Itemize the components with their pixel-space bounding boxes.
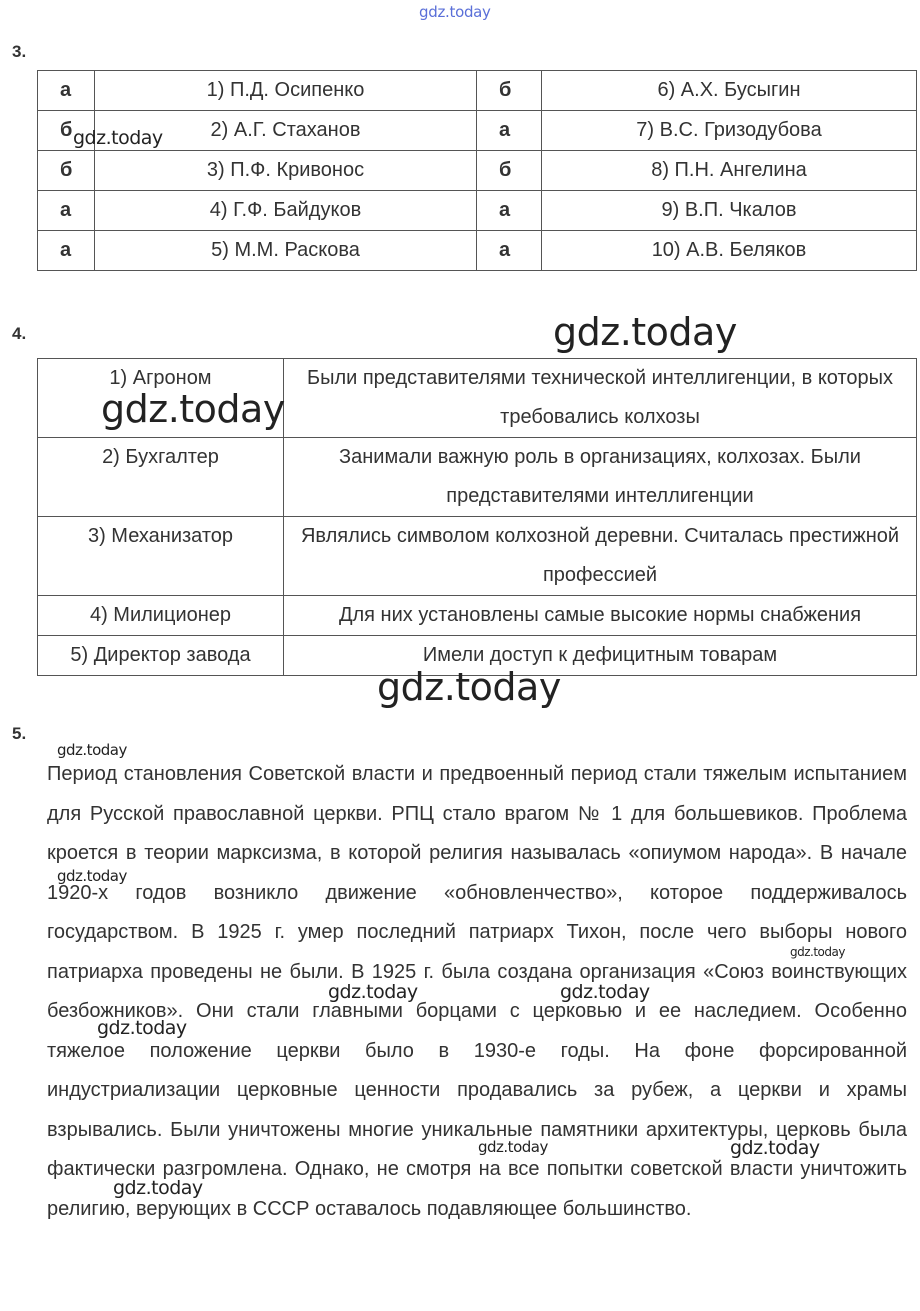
- table-row: [38, 636, 917, 676]
- answer-letter: а: [477, 111, 542, 151]
- watermark: gdz.today: [113, 1177, 203, 1199]
- watermark: gdz.today: [553, 310, 737, 354]
- task-5-paragraph: Период становления Советской власти и предвоенный период стали тяжелым испытанием для Русской православной церкви. РПЦ стало врагом № 1 для большевиков. Проблема кроется в теории марксизма, в которой религия называлась «опиумом народа». В начале 1920-х годов возникло движение «обновленчество», которое поддерживалось государством. В 1925 г. умер последний патриарх Тихон, после чего выборы нового патриарха проведены не были. В 1925 г. была создана организация «Союз воинствующих безбожников». Они стали главными борцами с церковью и ее наследием. Особенно тяжелое положение церкви было в 1930-е годы. На фоне форсированной индустриализации церковные ценности продавались за рубеж, а церкви и храмы взрывались. Были уничтожены многие уникальные памятники архитектуры, церковь была фактически разгромлена. Однако, не смотря на все попытки советской власти уничтожить религию, верующих в СССР оставалось подавляющее большинство.: [47, 763, 907, 1220]
- answer-letter: б: [38, 151, 95, 191]
- answer-letter: а: [477, 231, 542, 271]
- person-name: 8) П.Н. Ангелина: [542, 151, 917, 191]
- table-row: [38, 231, 917, 271]
- watermark: gdz.today: [560, 981, 650, 1003]
- table-row: [38, 151, 917, 191]
- answer-letter: а: [477, 191, 542, 231]
- watermark: gdz.today: [57, 741, 127, 759]
- description-cell: Занимали важную роль в организациях, колхозах. Были представителями интеллигенции: [284, 438, 917, 517]
- person-name: 10) А.В. Беляков: [542, 231, 917, 271]
- watermark: gdz.today: [328, 981, 418, 1003]
- task-5-number: 5.: [12, 724, 27, 743]
- person-name: 3) П.Ф. Кривонос: [95, 151, 477, 191]
- task-3-table: [37, 70, 917, 271]
- table-row: [38, 111, 917, 151]
- watermark: gdz.today: [790, 945, 845, 959]
- description-cell: Были представителями технической интеллигенции, в которых требовались колхозы: [284, 359, 917, 438]
- watermark: gdz.today: [478, 1138, 548, 1156]
- watermark: gdz.today: [377, 665, 561, 709]
- person-name: 2) А.Г. Стаханов: [95, 111, 477, 151]
- person-name: 6) А.Х. Бусыгин: [542, 71, 917, 111]
- answer-letter: а: [38, 71, 95, 111]
- answer-letter: а: [38, 231, 95, 271]
- table-row: [38, 438, 917, 517]
- description-cell: Имели доступ к дефицитным товарам: [284, 636, 917, 676]
- task-4-table: [37, 358, 917, 676]
- watermark: gdz.today: [101, 387, 285, 431]
- description-cell: Являлись символом колхозной деревни. Считалась престижной профессией: [284, 517, 917, 596]
- answer-letter: а: [38, 191, 95, 231]
- site-watermark-top: gdz.today: [419, 3, 491, 21]
- watermark: gdz.today: [73, 127, 163, 149]
- profession-cell: 2) Бухгалтер: [38, 438, 284, 517]
- person-name: 5) М.М. Раскова: [95, 231, 477, 271]
- person-name: 1) П.Д. Осипенко: [95, 71, 477, 111]
- profession-cell: 1) Агроном: [38, 359, 284, 438]
- task-3-number: 3.: [12, 42, 27, 61]
- table-row: [38, 359, 917, 438]
- table-row: [38, 596, 917, 636]
- task-4-number: 4.: [12, 324, 27, 343]
- description-cell: Для них установлены самые высокие нормы снабжения: [284, 596, 917, 636]
- table-row: [38, 517, 917, 596]
- profession-cell: 3) Механизатор: [38, 517, 284, 596]
- person-name: 7) В.С. Гризодубова: [542, 111, 917, 151]
- person-name: 9) В.П. Чкалов: [542, 191, 917, 231]
- table-row: [38, 71, 917, 111]
- profession-cell: 4) Милиционер: [38, 596, 284, 636]
- answer-letter: б: [477, 71, 542, 111]
- watermark: gdz.today: [97, 1017, 187, 1039]
- table-row: [38, 191, 917, 231]
- watermark: gdz.today: [730, 1137, 820, 1159]
- answer-letter: б: [38, 111, 95, 151]
- answer-letter: б: [477, 151, 542, 191]
- profession-cell: 5) Директор завода: [38, 636, 284, 676]
- person-name: 4) Г.Ф. Байдуков: [95, 191, 477, 231]
- watermark: gdz.today: [57, 867, 127, 885]
